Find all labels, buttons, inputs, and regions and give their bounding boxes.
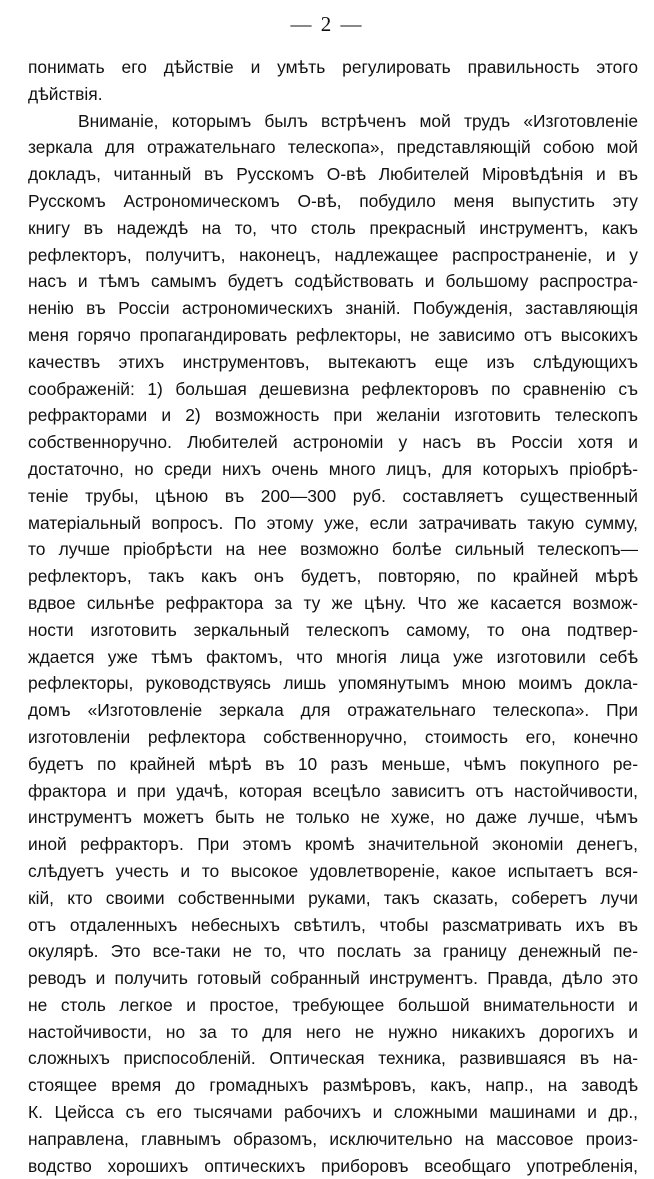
text-line: слѣдуетъ учесть и то высокое удовлетвореніе, какое испытаетъ вся- bbox=[28, 860, 638, 881]
text-line: стоящее время до громадныхъ размѣровъ, какъ, напр., на заводѣ bbox=[28, 1075, 638, 1096]
text-line: ненію въ Россіи астрономическихъ знаній. Побужденія, заставляющія bbox=[28, 298, 638, 319]
text-line: рефракторами и 2) возможность при желаніи изготовить телескопъ bbox=[28, 405, 638, 426]
text-line: то лучше пріобрѣсти на нее возможно болѣе сильный телескопъ— bbox=[28, 539, 638, 560]
text-line: понимать его дѣйствіе и умѣть регулировать правильность этого bbox=[28, 57, 638, 77]
text-line: настойчивости, но за то для него не нужно никакихъ дорогихъ и bbox=[28, 1021, 638, 1042]
text-line: водство хорошихъ оптическихъ приборовъ всеобщаго употребленія, bbox=[28, 1155, 638, 1176]
text-line: ждается уже тѣмъ фактомъ, что многія лица уже изготовили себѣ bbox=[28, 646, 638, 667]
text-line: иной рефракторъ. При этомъ кромѣ значительной экономіи денегъ, bbox=[28, 834, 638, 855]
text-line: ности изготовить зеркальный телескопъ самому, то она подтвер- bbox=[28, 619, 638, 640]
text-line: дѣйствія. bbox=[28, 83, 103, 104]
text-line: зеркала для отражательнаго телескопа», представляющій собою мой bbox=[28, 137, 638, 158]
text-line: кій, кто своими собственными руками, такъ сказать, соберетъ лучи bbox=[28, 887, 638, 908]
text-line: теніе трубы, цѣною въ 200—300 руб. составляетъ существенный bbox=[28, 485, 638, 506]
text-line: рефлекторъ, получитъ, наконецъ, надлежащее распространеніе, и у bbox=[28, 244, 638, 265]
text-line: матеріальный вопросъ. По этому уже, если затрачивать такую сумму, bbox=[28, 512, 638, 533]
text-line: отъ отдаленныхъ небесныхъ свѣтилъ, чтобы разсматривать ихъ въ bbox=[28, 914, 638, 935]
text-line: окулярѣ. Это все-таки не то, что послать за границу денежный пе- bbox=[28, 941, 638, 962]
text-line: докладъ, читанный въ Русскомъ О-вѣ Любителей Міровѣдѣнія и въ bbox=[28, 164, 638, 185]
text-line: соображеній: 1) большая дешевизна рефлекторовъ по сравненію съ bbox=[28, 378, 638, 399]
text-line: изготовленіи рефлектора собственноручно, стоимость его, конечно bbox=[28, 726, 638, 747]
text-line: сложныхъ приспособленій. Оптическая техника, развившаяся въ на- bbox=[28, 1048, 638, 1069]
text-line: собственноручно. Любителей астрономіи у насъ въ Россіи хотя и bbox=[28, 432, 638, 453]
text-line: книгу въ надеждѣ на то, что столь прекрасный инструментъ, какъ bbox=[28, 217, 638, 238]
text-line: направлена, главнымъ образомъ, исключительно на массовое произ- bbox=[28, 1128, 638, 1149]
page-number: — 2 — bbox=[290, 12, 364, 36]
text-line: вдвое сильнѣе рефрактора за ту же цѣну. Что же касается возмож- bbox=[28, 592, 638, 613]
text-line: меня горячо пропагандировать рефлекторы, не зависимо отъ высокихъ bbox=[28, 324, 638, 345]
text-line: рефлекторъ, такъ какъ онъ будетъ, повторяю, по крайней мѣрѣ bbox=[28, 566, 638, 587]
text-line: достаточно, но среди нихъ очень много лицъ, для которыхъ пріобрѣ- bbox=[28, 458, 638, 479]
text-line: насъ и тѣмъ самымъ будетъ содѣйствовать и большому распростра- bbox=[28, 271, 638, 292]
text-line: будетъ по крайней мѣрѣ въ 10 разъ меньше, чѣмъ покупного ре- bbox=[28, 753, 638, 774]
text-line: К. Цейсса съ его тысячами рабочихъ и сложными машинами и др., bbox=[28, 1102, 638, 1123]
text-line: Русскомъ Астрономическомъ О-вѣ, побудило меня выпустить эту bbox=[28, 190, 638, 211]
text-line: рефлекторы, руководствуясь лишь упомянутымъ мною моимъ докла- bbox=[28, 673, 638, 694]
text-line: реводъ и получить готовый собранный инструментъ. Правда, дѣло это bbox=[28, 968, 638, 989]
text-line: не столь легкое и простое, требующее большой внимательности и bbox=[28, 994, 638, 1015]
text-line: фрактора и при удачѣ, которая всецѣло зависитъ отъ настойчивости, bbox=[28, 780, 638, 801]
body-text bbox=[28, 54, 638, 1179]
text-line: инструментъ можетъ быть не только не хуже, но даже лучше, чѣмъ bbox=[28, 807, 638, 828]
text-line: качествъ этихъ инструментовъ, вытекаютъ еще изъ слѣдующихъ bbox=[28, 351, 638, 372]
text-line: Вниманіе, которымъ былъ встрѣченъ мой трудъ «Изготовленіе bbox=[78, 110, 638, 131]
text-line: домъ «Изготовленіе зеркала для отражательнаго телескопа». При bbox=[28, 700, 638, 721]
